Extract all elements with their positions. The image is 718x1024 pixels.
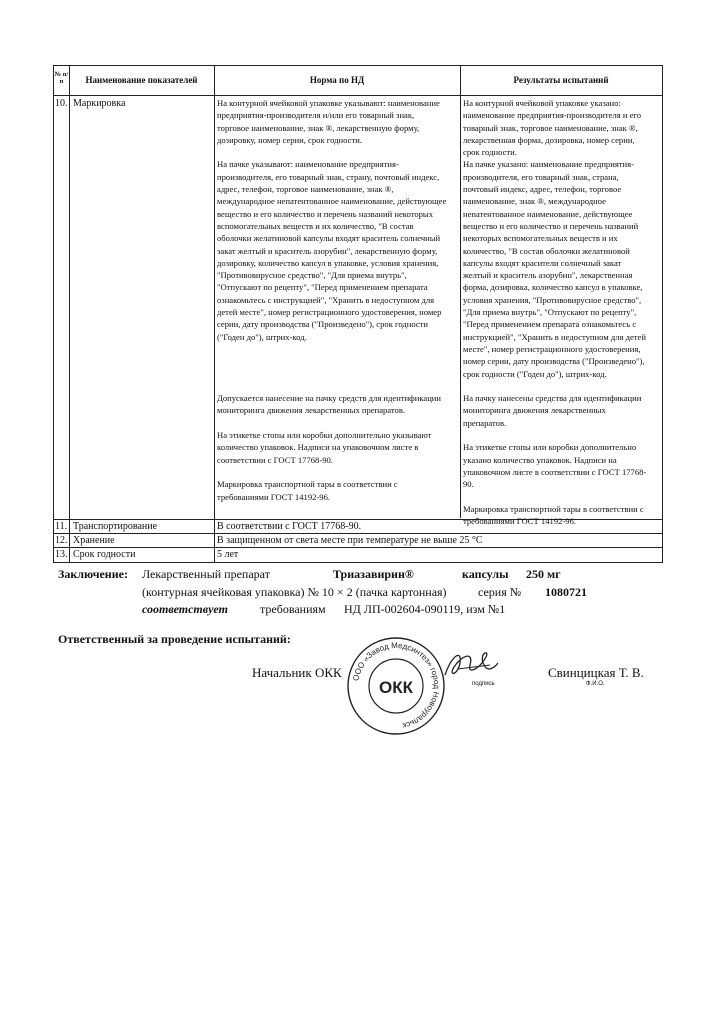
result-line: препаратов. [463, 417, 507, 428]
name-caption: Ф.И.О. [586, 681, 605, 687]
row11-num: 11. [55, 521, 68, 532]
result-line: 90. [463, 479, 474, 490]
signature-caption: подпись [472, 681, 495, 687]
result-line: На контурной ячейковой упаковке указано: [463, 98, 621, 108]
row13-value: 5 лет [217, 549, 239, 560]
norm-line: Маркировка транспортной тары в соответствии с [217, 479, 398, 490]
packaging: (контурная ячейковая упаковка) № 10 × 2 (пачка картонная) [142, 585, 447, 599]
norm-line: соответствии с ГОСТ 17768-90. [217, 454, 333, 465]
norm-line: детей месте", номер регистрационного удостоверения, номер [217, 307, 442, 318]
product-dose: 250 мг [526, 567, 561, 581]
result-line: количество, "В состав оболочки желатиновой [463, 245, 630, 256]
header-norm: Норма по НД [309, 75, 365, 85]
norm-line: закат желтый и краситель азорубин", лекарственную форму, [217, 245, 438, 256]
norm-line: международное непатентованное наименование, действующее [217, 196, 447, 207]
norm-line: мониторинга движения лекарственных препаратов. [217, 405, 406, 416]
norm-line: ("Годен до"), штрих-код. [217, 331, 307, 342]
test-results-table [53, 65, 663, 563]
row10-result [463, 97, 661, 527]
result-line: номер серии, дату производства ("Произведено"), [463, 356, 645, 367]
header-name: Наименование показателей [85, 75, 198, 85]
norm-line [217, 355, 459, 367]
result-line: инструкцией", "Хранить в недоступном для детей [463, 331, 646, 342]
series-number: 1080721 [545, 585, 587, 599]
norm-line: вещество и его количество и перечень названий некоторых [217, 208, 433, 219]
norm-line: оболочки желатиновой капсулы входят краситель солнечный [217, 233, 441, 244]
signer-position: Начальник ОКК [252, 665, 342, 680]
norm-line: количество упаковок. Надписи на упаковочном листе в [217, 442, 419, 453]
row10-name: Маркировка [73, 98, 126, 109]
result-line: На этикетке стопы или коробки дополнительно [463, 442, 637, 453]
result-line [463, 380, 661, 392]
norm-line: На контурной ячейковой упаковке указывают: наименование [217, 98, 440, 108]
norm-line [217, 466, 459, 478]
result-line: указано количество упаковок. Надписи на [463, 454, 617, 465]
norm-line: Допускается нанесение на пачку средств для идентификации [217, 393, 441, 404]
row12-value: В защищенном от света месте при температуре не выше 25 °С [217, 535, 483, 546]
okk-stamp-icon [346, 636, 446, 736]
result-line: мониторинга движения лекарственных [463, 405, 606, 416]
result-line: На пачке указано: наименование предприятия- [463, 159, 634, 170]
nd-reference: НД ЛП-002604-090119, изм №1 [344, 602, 506, 616]
requirements-label: требованиям [260, 602, 326, 616]
norm-line [217, 146, 459, 158]
norm-line: дозировку, количество капсул в упаковке, условия хранения, [217, 257, 439, 268]
product-name: Триазавирин® [333, 567, 414, 581]
responsible-heading: Ответственный за проведение испытаний: [58, 632, 291, 646]
result-line: наименование предприятия-производителя и его [463, 110, 642, 121]
row12-name: Хранение [73, 535, 115, 546]
row12-num: 12. [55, 535, 68, 546]
row13-name: Срок годности [73, 549, 136, 560]
row10-norm [217, 97, 459, 503]
result-line: "Для приема внутрь", "Отпускают по рецепту", [463, 307, 637, 318]
signature-scribble-icon [440, 645, 500, 685]
norm-line: ознакомьтесь с инструкцией", "Хранить в недоступном для [217, 294, 435, 305]
norm-line [217, 343, 459, 355]
norm-line [217, 417, 459, 429]
result-line: наименование, знак ®, международное [463, 196, 606, 207]
norm-line: адрес, телефон, торговое наименование, знак ®, [217, 184, 394, 195]
header-num: № п/п [54, 71, 69, 85]
header-result: Результаты испытаний [513, 75, 609, 85]
result-line: условия хранения, "Противовирусное средство", [463, 294, 642, 305]
result-line: срок годности. [463, 147, 517, 158]
product-form: капсулы [462, 567, 509, 581]
signer-name: Свинцицкая Т. В. [548, 665, 644, 680]
row13-num: 13. [55, 549, 68, 560]
result-line: Маркировка транспортной тары в соответствии с [463, 503, 644, 514]
result-line: производителя, его товарный знак, страна, [463, 171, 619, 182]
norm-line: На пачке указывают: наименование предприятия- [217, 159, 399, 170]
result-line: почтовый индекс, адрес, телефон, торговое [463, 184, 622, 195]
result-line: форма, дозировка, количество капсул в упаковке, [463, 282, 643, 293]
norm-line: "Противовирусное средство", "Для приема внутрь", [217, 270, 407, 281]
row11-value: В соответствии с ГОСТ 17768-90. [217, 521, 362, 532]
norm-line: производителя, его товарный знак, страну, почтовый индекс, [217, 171, 440, 182]
result-line: "Перед применением препарата ознакомьтесь с [463, 319, 637, 330]
result-line: месте", номер регистрационного удостоверения, [463, 343, 641, 354]
norm-line: На этикетке стопы или коробки дополнительно указывают [217, 430, 432, 441]
series-label: серия № [478, 585, 522, 599]
norm-line: серии, дату производства ("Произведено"), срок годности [217, 319, 429, 330]
result-line: товарный знак, торговое наименование, знак ®, [463, 122, 638, 133]
norm-line: предприятия-производителя и/или его товарный знак, [217, 110, 415, 121]
result-line: упаковочном листе в соответствии с ГОСТ 17768- [463, 466, 647, 477]
conclusion-prep: Лекарственный препарат [142, 567, 270, 581]
norm-line: дозировку, номер серии, срок годности. [217, 134, 362, 145]
row10-num: 10. [55, 98, 68, 109]
result-line: лекарственная форма, дозировка, номер серии, [463, 134, 635, 145]
row11-name: Транспортирование [73, 521, 158, 532]
svg-text:ООО «Завод Медсинтез» город Но: ООО «Завод Медсинтез» город Новоуральск [351, 640, 442, 731]
svg-text:ОКК: ОКК [379, 678, 413, 697]
norm-line [217, 380, 459, 392]
result-line: требованиями ГОСТ 14192-96. [463, 516, 577, 527]
result-line: капсулы входят красители солнечный закат [463, 257, 622, 268]
result-line: некоторых вспомогательных веществ и их [463, 233, 618, 244]
norm-line [217, 368, 459, 380]
norm-line: "Отпускают по рецепту", "Перед применением препарата [217, 282, 428, 293]
result-line [463, 491, 661, 503]
complies-text: соответствует [142, 602, 228, 616]
norm-line: торговое наименование, знак ®, лекарственную форму, [217, 122, 420, 133]
result-line: желтый и краситель азорубин", лекарственная [463, 270, 633, 281]
result-line: непатентованное наименование, действующее [463, 208, 633, 219]
result-line: вещество и его количество и перечень названий [463, 220, 639, 231]
norm-line: вспомогательных веществ и их количество, "В состав [217, 220, 414, 231]
conclusion-label: Заключение: [58, 567, 128, 581]
result-line: срок годности ("Годен до"), штрих-код. [463, 368, 607, 379]
result-line: На пачку нанесены средства для идентификации [463, 393, 642, 404]
result-line [463, 429, 661, 441]
norm-line: требованиями ГОСТ 14192-96. [217, 491, 331, 502]
